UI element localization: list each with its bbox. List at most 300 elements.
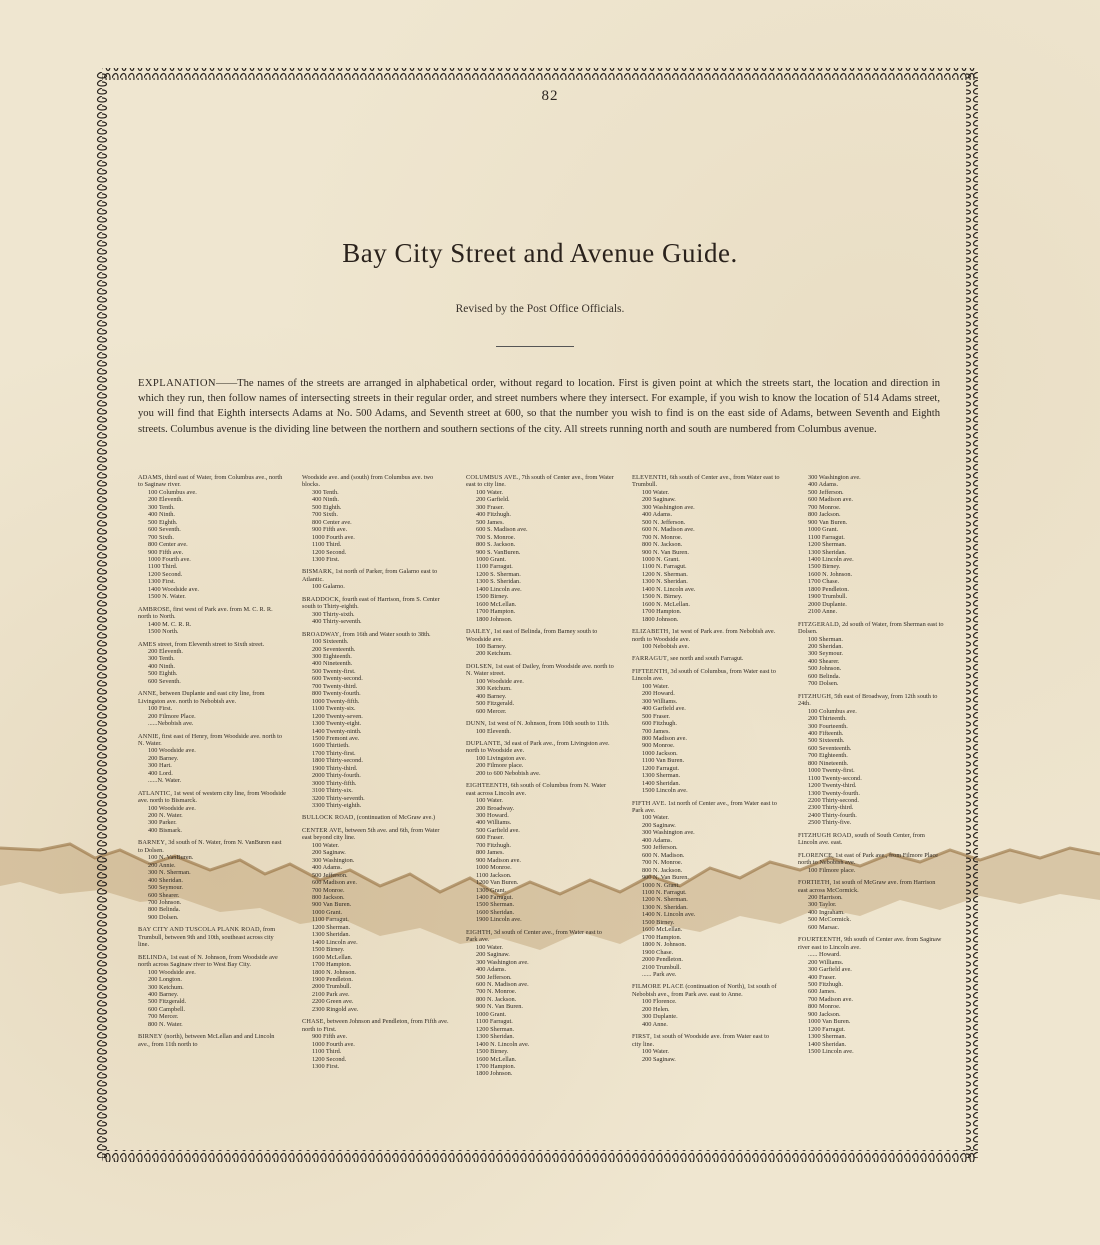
street-description: , first east of Henry, from Woodside ave. north to N. Water. (138, 732, 283, 747)
intersection-line: 2300 Thirty-third. (808, 804, 854, 812)
intersection-line: 900 N. Van Buren. (476, 1003, 523, 1011)
intersection-line: 200 to 600 Nebobish ave. (476, 769, 541, 777)
street-name: ANNE (138, 690, 157, 698)
intersection-line: 1500 N. Birney. (642, 593, 683, 601)
guide-column-2 (302, 474, 450, 1114)
street-entry-heading (632, 628, 780, 643)
street-entry (302, 596, 450, 626)
street-entry-heading (138, 641, 286, 648)
intersection-line: 800 Monroe. (808, 1003, 841, 1011)
intersection-line: 500 Jefferson. (808, 488, 844, 496)
intersection-line: 1500 Lincoln ave. (808, 1048, 854, 1056)
street-name: CHASE (302, 1018, 324, 1026)
intersection-line: 900 Van Buren. (808, 518, 848, 526)
intersection-line: 300 Eighteenth. (312, 652, 352, 660)
intersection-line: 100 Eleventh. (476, 727, 511, 735)
intersection-line: 400 Ninth. (148, 662, 175, 670)
street-entry-heading (798, 832, 946, 847)
street-description: , 3d south of Center ave., from Water east to Park ave. (466, 928, 602, 944)
intersection-line: 1400 Farragut. (476, 894, 514, 902)
street-entry-heading (302, 814, 450, 821)
intersection-line: 1100 Van Buren. (642, 757, 685, 765)
street-entry-heading (798, 936, 946, 951)
street-name: BELINDA (138, 953, 168, 961)
intersection-line: 400 Fitzhugh. (476, 511, 511, 519)
intersection-line: 800 Nineteenth. (808, 759, 849, 767)
intersection-line: 400 Lord. (148, 769, 173, 777)
street-entry-heading (138, 790, 286, 805)
street-entry (466, 474, 614, 623)
street-name: FITZGERALD (798, 620, 839, 628)
intersection-line: 1500 Birney. (476, 593, 509, 601)
intersection-line: 3000 Thirty-fifth. (312, 779, 357, 787)
intersection-line: 1000 Twenty-fifth. (312, 697, 360, 705)
street-name: FILMORE PLACE (632, 983, 684, 991)
intersection-line: 100 Filmore place. (808, 866, 856, 874)
street-entry (302, 568, 450, 590)
intersection-line: 1200 Second. (312, 1055, 347, 1063)
intersection-line: 1000 Grant. (476, 1010, 507, 1018)
intersection-line: 500 Eighth. (148, 670, 178, 678)
intersection-line: 1400 Lincoln ave. (808, 555, 854, 563)
intersection-line: 700 N. Monroe. (642, 533, 683, 541)
street-entry-heading (138, 954, 286, 969)
intersection-line: 400 Ninth. (312, 496, 339, 504)
intersection-line: 400 Nineteenth. (312, 660, 353, 668)
intersection-line: 1600 McLellan. (642, 926, 683, 934)
intersection-line: 700 N. Monroe. (642, 859, 683, 867)
street-description: , 2d south of Water, from Sherman east to Dolsen. (798, 620, 944, 636)
intersection-line: 300 Howard. (476, 812, 509, 820)
intersection-line: 200 Howard. (642, 690, 675, 698)
street-entry (138, 474, 286, 601)
street-entry-heading (302, 631, 450, 638)
street-name: ATLANTIC (138, 789, 171, 797)
intersection-line: 900 Jackson. (808, 1010, 841, 1018)
street-name: BROADWAY (302, 630, 340, 638)
street-name: BIRNEY (138, 1033, 163, 1041)
intersection-line: 1000 Fourth ave. (148, 555, 191, 563)
street-entry-heading (466, 782, 614, 797)
intersection-line: 300 Hart. (148, 762, 172, 770)
intersection-line: 300 Duplante. (642, 1013, 678, 1021)
intersection-line: 100 Sherman. (808, 635, 843, 643)
street-entry-heading (798, 693, 946, 708)
intersection-line: 1900 Trumbull. (808, 593, 848, 601)
street-name: FITZHUGH ROAD (798, 831, 852, 839)
street-entry (798, 693, 946, 827)
intersection-line: 700 Monroe. (808, 503, 841, 511)
intersection-line: 3200 Thirty-seventh. (312, 794, 365, 802)
intersection-line: 2200 Thirty-second. (808, 797, 859, 805)
street-entry-heading (632, 474, 780, 489)
intersection-line: 600 Marsac. (808, 923, 840, 931)
intersection-line: 200 Williams. (808, 958, 844, 966)
street-description: , 6th south of Center ave., from Water east to Trumbull. (632, 474, 780, 489)
intersection-line: 2100 Park ave. (312, 990, 350, 998)
street-entry (302, 631, 450, 810)
intersection-line: 200 Longton. (148, 976, 182, 984)
intersection-line: 300 Fourteenth. (808, 722, 848, 730)
title-divider (496, 346, 574, 347)
street-description: street, from Eleventh street to Sixth street. (156, 640, 265, 648)
intersection-line: 2000 Thirty-fourth. (312, 772, 361, 780)
page-subtitle: Revised by the Post Office Officials. (455, 303, 625, 315)
intersection-line: 300 Washington ave. (642, 503, 695, 511)
intersection-line: 700 Twenty-third. (312, 682, 358, 690)
intersection-line: 1800 Johnson. (642, 615, 679, 623)
intersection-line: 200 Filmore Place. (148, 712, 196, 720)
street-description: , 7th south of Center ave., from Water east to city line. (466, 474, 614, 489)
intersection-line: 900 N. Van Buren. (642, 548, 689, 556)
street-entry-heading (632, 655, 780, 662)
street-name: DOLSEN (466, 662, 493, 670)
intersection-line: 300 Fraser. (476, 503, 504, 511)
intersection-line: 2000 Trumbull. (312, 983, 352, 991)
street-entry-heading (466, 663, 614, 678)
intersection-line: 2500 Thirty-five. (808, 819, 852, 827)
street-entry (302, 827, 450, 1013)
intersection-line: 1700 Hampton. (312, 961, 352, 969)
intersection-line: 600 Seventh. (148, 677, 181, 685)
intersection-line: 600 Madison ave. (808, 496, 853, 504)
intersection-line: 100 Woodside ave. (148, 804, 196, 812)
intersection-line: 300 N. Sherman. (148, 869, 191, 877)
intersection-line: 1400 Sheridan. (642, 779, 681, 787)
intersection-line: 500 James. (476, 518, 504, 526)
intersection-line: 1600 McLellan. (476, 1055, 517, 1063)
intersection-line: 200 Saginaw. (642, 496, 676, 504)
intersection-line: 700 Madison ave. (808, 995, 853, 1003)
intersection-line: 1500 Birney. (808, 563, 841, 571)
intersection-line: 1000 Monroe. (476, 864, 512, 872)
intersection-line: 500 Jefferson. (642, 844, 678, 852)
street-entry (466, 740, 614, 777)
intersection-line: 1700 Hampton. (642, 608, 682, 616)
intersection-line: 1100 N. Farragut. (642, 889, 687, 897)
intersection-line: 700 N. Monroe. (476, 988, 517, 996)
explanation-text: ——The names of the streets are arranged in alphabetical order, without regard to location. First is given point at which the streets start, the location and direction in which they run, then follow names of intersecting streets in their regular order, and street numbers where they intersect. For example, if you wish to know the location of 514 Adams street, you will find that Eighth intersects Adams at No. 500 Adams, and Seventh street at 600, so that the number you wish to find is on the east side of Adams, between Seventh and Eighth streets. Columbus avenue is the dividing line between the northern and southern sections of the city. All streets running north and south are numbered from Columbus avenue. (138, 378, 940, 435)
street-entry-heading (302, 568, 450, 583)
intersection-line: ...... Howard. (808, 951, 841, 959)
intersection-line: 1000 Grant. (312, 908, 343, 916)
street-entry (466, 929, 614, 1078)
street-name: FOURTEENTH (798, 936, 841, 944)
intersection-line: 300 Washington ave. (808, 474, 861, 481)
intersection-line: 1100 Twenty-six. (312, 705, 356, 713)
street-name: FLORENCE (798, 851, 833, 859)
intersection-line: 1400 Twenty-ninth. (312, 727, 362, 735)
street-entry (138, 839, 286, 921)
intersection-line: 1300 Sherman. (808, 1033, 847, 1041)
intersection-line: 900 N. Van Buren. (642, 874, 689, 882)
intersection-line: 1800 Thirty-second. (312, 757, 363, 765)
intersection-line: 1800 N. Johnson. (642, 941, 687, 949)
street-description: , 3d east of Park ave., from Livingston ave. north to Woodside ave. (466, 739, 610, 755)
street-name: DUPLANTE (466, 739, 501, 747)
street-entry (466, 628, 614, 658)
street-name: BULLOCK ROAD (302, 814, 354, 822)
intersection-line: 1400 Woodside ave. (148, 585, 199, 593)
street-entry (466, 663, 614, 715)
intersection-line: 1000 Grant. (476, 555, 507, 563)
street-entry (138, 606, 286, 636)
street-entry-heading (138, 839, 286, 854)
guide-column-1 (138, 474, 286, 1114)
intersection-line: 1200 Farragut. (642, 764, 680, 772)
street-entry-heading (138, 926, 286, 948)
street-name: ELEVENTH (632, 474, 667, 481)
intersection-line: 300 Ketchum. (148, 983, 184, 991)
intersection-line: 500 Eighth. (148, 518, 178, 526)
street-entry (138, 1033, 286, 1048)
intersection-line: 2300 Ringold ave. (312, 1005, 359, 1013)
intersection-line: 1300 S. Sheridan. (476, 578, 521, 586)
intersection-line: 1800 N. Johnson. (312, 968, 357, 976)
intersection-line: 200 Seventeenth. (312, 645, 356, 653)
intersection-line: 500 Sixteenth. (808, 737, 845, 745)
street-name: FITZHUGH (798, 692, 832, 700)
street-name: EIGHTH (466, 928, 491, 936)
intersection-line: 1500 Birney. (312, 946, 345, 954)
street-name: BAY CITY AND TUSCOLA PLANK ROAD (138, 926, 260, 934)
intersection-line: 600 N. Madison ave. (476, 981, 529, 988)
intersection-line: 400 Fifteenth. (808, 729, 844, 737)
street-description: , 1st west of N. Johnson, from 10th south to 11th. (485, 720, 610, 728)
street-entry-heading (138, 1033, 286, 1048)
intersection-line: 600 Campbell. (148, 1005, 186, 1013)
street-guide-columns (138, 474, 944, 1114)
intersection-line: 1300 First. (148, 578, 176, 586)
intersection-line: 300 Parker. (148, 819, 177, 827)
street-description: , 1st south of Woodside ave. from Water east to city line. (632, 1033, 770, 1048)
street-entry (138, 954, 286, 1029)
street-entry-heading (632, 800, 780, 815)
intersection-line: 1000 Fourth ave. (312, 1040, 355, 1048)
street-entry-heading (138, 733, 286, 748)
intersection-line: 600 Fitzhugh. (642, 720, 677, 728)
street-entry-heading (138, 606, 286, 621)
street-description: , 1st east of Park ave., from Filmore Place north to Nebobish ave. (798, 851, 938, 867)
page-title: Bay City Street and Avenue Guide. (342, 238, 738, 268)
intersection-line: 600 Twenty-second. (312, 675, 363, 683)
street-entry (466, 720, 614, 735)
intersection-line: 1400 N. Lincoln ave. (642, 585, 696, 593)
intersection-line: 500 Garfield ave. (476, 826, 520, 834)
intersection-line: 1300 N. Sheridan. (642, 578, 688, 586)
street-description: , 1st north of Parker, from Galarno east to Atlantic. (302, 568, 438, 583)
street-entry-heading (798, 621, 946, 636)
intersection-line: 800 Jackson. (312, 894, 345, 902)
intersection-line: 500 N. Jefferson. (642, 518, 686, 526)
intersection-line: 1300 Grant. (476, 886, 507, 894)
intersection-line: 300 Williams. (642, 697, 678, 705)
street-name: FORTIETH (798, 879, 830, 887)
street-entry-heading (302, 1018, 450, 1033)
street-description: 1st north of Center ave., from Water east to Park ave. (632, 799, 777, 815)
intersection-line: 1000 Twenty-first. (808, 767, 855, 775)
street-entry-heading (466, 740, 614, 755)
intersection-line: 800 Twenty-fourth. (312, 690, 361, 698)
intersection-line: 1200 Sherman. (808, 541, 847, 549)
intersection-line: 200 Ketchum. (476, 650, 512, 658)
intersection-line: 400 Barney. (476, 692, 507, 700)
street-entry (138, 926, 286, 948)
street-description: , third east of Water, from Columbus ave., north to Saginaw river. (138, 474, 283, 489)
intersection-line: 1000 Grant. (808, 526, 839, 534)
intersection-line: 1900 Pendleton. (312, 976, 353, 983)
intersection-line: 2000 Pendleton. (642, 956, 683, 964)
intersection-line: 2000 Duplante. (808, 600, 847, 608)
street-name: BARNEY (138, 839, 166, 847)
intersection-line: 700 Monroe. (312, 886, 345, 894)
street-entry-heading (632, 1033, 780, 1048)
intersection-line: 1200 N. Sherman. (642, 570, 688, 578)
street-name: ANNIE (138, 732, 159, 740)
street-entry (798, 832, 946, 847)
intersection-line: 100 N. VanBuren. (148, 854, 194, 862)
intersection-line: 600 Seventh. (148, 526, 181, 534)
intersection-line: 300 Washington ave. (642, 829, 695, 837)
intersection-line: 1400 N. Lincoln ave. (476, 1040, 530, 1048)
guide-column-3 (466, 474, 614, 1114)
intersection-line: 100 Water. (476, 797, 504, 805)
intersection-line: 1200 N. Sherman. (642, 896, 688, 904)
street-description: , (continuation of McGraw ave.) (353, 814, 436, 822)
intersection-line: 100 Sixteenth. (312, 638, 349, 646)
intersection-line: 1100 Third. (148, 563, 178, 571)
intersection-line: 100 Woodside ave. (476, 677, 524, 685)
intersection-line: 900 Fifth ave. (312, 1033, 348, 1041)
intersection-line: 1000 N. Grant. (642, 555, 680, 563)
intersection-line: 300 Tenth. (148, 655, 175, 663)
street-entry (138, 790, 286, 835)
intersection-line: 1300 Sheridan. (476, 1033, 515, 1041)
intersection-line: 300 Tenth. (312, 488, 339, 496)
intersection-line: 1500 North. (148, 628, 179, 636)
intersection-line: 200 Saginaw. (642, 821, 676, 829)
intersection-line: 300 Washington ave. (476, 958, 529, 966)
intersection-line: 200 Saginaw. (476, 951, 510, 959)
street-entry-heading (302, 474, 450, 489)
intersection-line: 1200 Sherman. (312, 923, 351, 931)
intersection-line: 600 James. (808, 988, 836, 996)
street-description: , between Duplante and east city line, from Livingston ave. north to Nebobish ave. (138, 690, 265, 705)
street-description: , 1st west of Park ave. from Nebobish ave. north to Woodside ave. (632, 628, 776, 643)
intersection-line: 600 Madison ave. (312, 879, 357, 887)
intersection-line: 2400 Thirty-fourth. (808, 811, 857, 819)
street-description: , 1st east of Dailey, from Woodside ave. north to N. Water street. (466, 662, 614, 678)
street-name: BISMARK (302, 568, 333, 576)
street-entry-heading (798, 852, 946, 867)
intersection-line: 1700 Chase. (808, 578, 840, 586)
intersection-line: 700 Dolsen. (808, 680, 839, 688)
intersection-line: 1100 Farragut. (808, 533, 845, 541)
intersection-line: 700 Eighteenth. (808, 752, 848, 760)
intersection-line: 800 N. Jackson. (642, 866, 683, 874)
street-entry (138, 690, 286, 727)
intersection-line: 300 Tenth. (148, 503, 175, 511)
street-entry-heading (138, 690, 286, 705)
street-description: , between 5th ave. and 6th, from Water east beyond city line. (302, 826, 440, 842)
street-entry (798, 936, 946, 1055)
street-description: , 9th south of Center ave. from Saginaw river east to Lincoln ave. (798, 936, 942, 951)
street-entry (632, 800, 780, 979)
intersection-line: 1300 First. (312, 1062, 340, 1070)
intersection-line: 1300 Twenty-eight. (312, 720, 362, 728)
intersection-line: 1200 Sherman. (476, 1025, 515, 1033)
street-entry (302, 1018, 450, 1070)
intersection-line: 700 Fitzhugh. (476, 841, 511, 849)
intersection-line: 1100 Farragut. (312, 916, 349, 924)
intersection-line: 500 Jefferson. (476, 973, 512, 981)
intersection-line: 300 Thirty-sixth. (312, 610, 355, 618)
intersection-line: 1700 Hampton. (476, 608, 516, 616)
intersection-line: 400 Garfield ave. (642, 705, 686, 713)
intersection-line: 400 Ingraham. (808, 908, 845, 916)
intersection-line: 100 Florence. (642, 998, 677, 1006)
intersection-line: ......N. Water. (148, 777, 182, 785)
intersection-line: 200 Eleventh. (148, 647, 183, 655)
intersection-line: 200 Filmore place. (476, 762, 524, 770)
intersection-line: 100 Water. (642, 814, 670, 822)
intersection-line: 400 Williams. (476, 819, 512, 827)
street-name: COLUMBUS AVE. (466, 474, 519, 481)
street-name: FIFTH AVE. (632, 799, 667, 807)
street-entry-heading (632, 668, 780, 683)
intersection-line: 1300 Twenty-fourth. (808, 789, 860, 797)
intersection-line: 200 Thirteenth. (808, 715, 847, 723)
intersection-line: 400 Anne. (642, 1020, 668, 1028)
intersection-line: 1800 Pendleton. (808, 585, 849, 593)
intersection-line: 100 Columbus ave. (808, 707, 857, 715)
intersection-line: 400 Thirty-seventh. (312, 618, 362, 626)
intersection-line: 100 Livingston ave. (476, 754, 527, 762)
street-entry (632, 474, 780, 623)
intersection-line: 1600 Sheridan. (476, 908, 515, 916)
intersection-line: 1400 M. C. R. R. (148, 620, 192, 628)
intersection-line: 500 Fitzhugh. (808, 981, 843, 988)
intersection-line: 200 Harrison. (808, 894, 843, 902)
intersection-line: 500 Fitzgerald. (476, 700, 515, 708)
intersection-line: 600 S. Madison ave. (476, 526, 528, 534)
intersection-line: 400 Adams. (808, 481, 839, 489)
intersection-line: 1900 Chase. (642, 948, 674, 956)
intersection-line: 100 Water. (476, 943, 504, 951)
street-description: , south of South Center, from Lincoln ave. east. (798, 831, 925, 847)
intersection-line: 1500 Fremont ave. (312, 734, 360, 742)
intersection-line: 900 Madison ave. (476, 856, 521, 864)
street-description: (continuation of North), 1st south of Nebobish ave., from Park ave. east to Anne. (632, 983, 777, 998)
street-entry (632, 628, 780, 650)
street-name: FIFTEENTH (632, 667, 668, 675)
intersection-line: 600 Belinda. (808, 672, 841, 680)
intersection-line: 600 Shearer. (148, 891, 180, 899)
intersection-line: 1300 Sheridan. (808, 548, 847, 556)
intersection-line: 600 Fraser. (476, 834, 504, 842)
intersection-line: 300 Garfield ave. (808, 966, 852, 974)
street-entry (632, 983, 780, 1028)
street-entry-heading (798, 879, 946, 894)
street-description: , 1st west of western city line, from Woodside ave. north to Bismarck. (138, 789, 286, 805)
intersection-line: 800 N. Water. (148, 1020, 183, 1028)
street-name: FARRAGUT (632, 655, 668, 663)
intersection-line: 2100 Anne. (808, 608, 838, 616)
intersection-line: 3100 Thirty-six. (312, 787, 353, 795)
intersection-line: 100 Water. (476, 488, 504, 496)
intersection-line: 900 Fifth ave. (148, 548, 184, 556)
street-entry (302, 814, 450, 821)
